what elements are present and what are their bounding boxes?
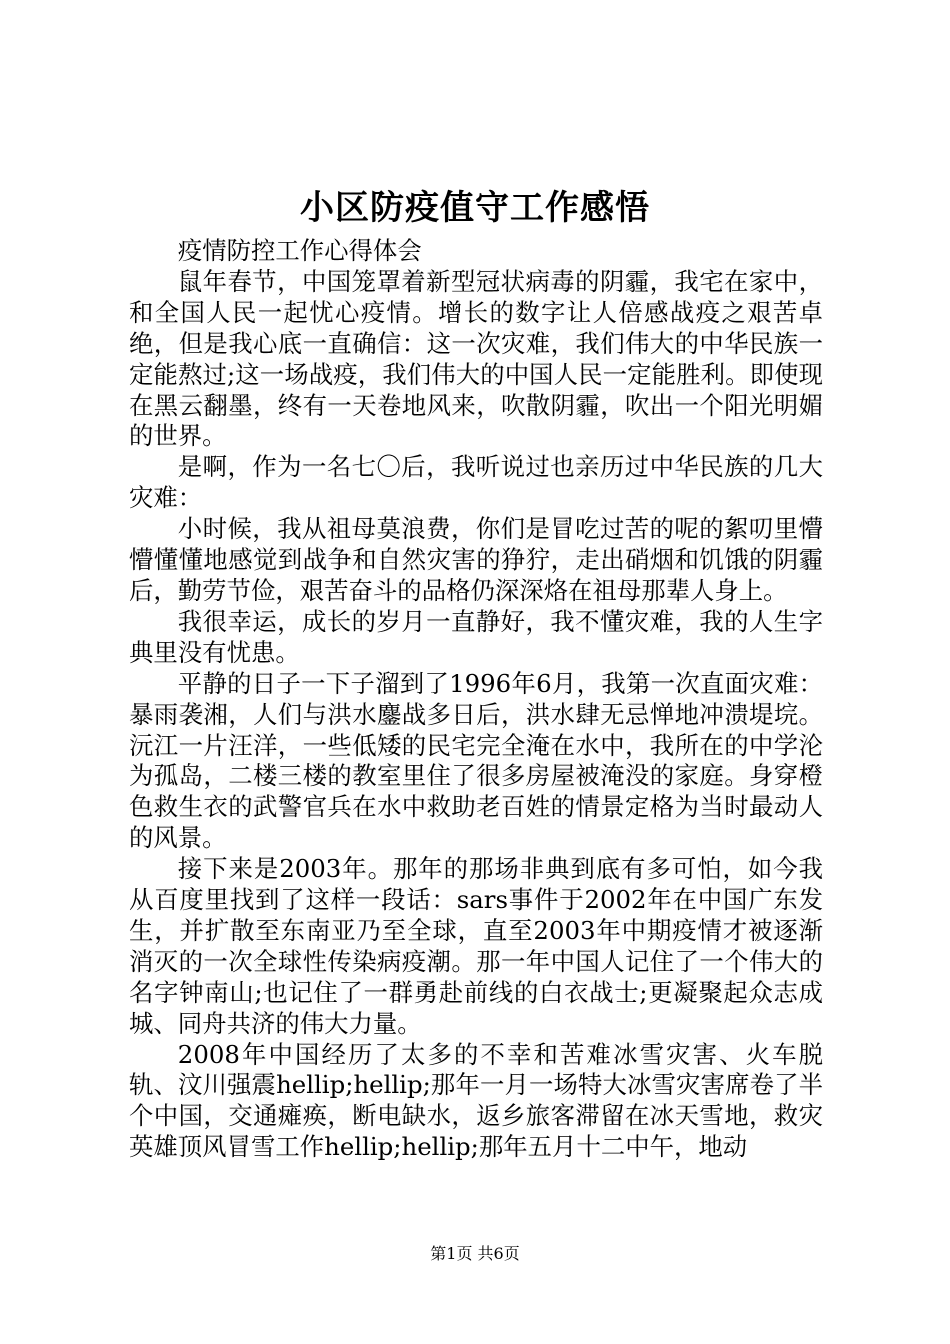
paragraph: 平静的日子一下子溜到了1996年6月，我第一次直面灾难：暴雨袭湘，人们与洪水鏖战多日后，洪水肆无忌惮地冲溃堤垸。沅江一片汪洋，一些低矮的民宅完全淹在水中，我所在的中学沦为孤岛，二楼三楼的教室里住了很多房屋被淹没的家庭。身穿橙色救生衣的武警官兵在水中救助老百姓的情景定格为当时最动人的风景。 [129,668,823,853]
paragraph: 小时候，我从祖母莫浪费，你们是冒吃过苦的呢的絮叨里懵懵懂懂地感觉到战争和自然灾害的狰狞，走出硝烟和饥饿的阴霾后，勤劳节俭，艰苦奋斗的品格仍深深烙在祖母那辈人身上。 [129,514,823,605]
paragraph: 接下来是2003年。那年的那场非典到底有多可怕，如今我从百度里找到了这样一段话：sars事件于2002年在中国广东发生，并扩散至东南亚乃至全球，直至2003年中期疫情才被逐渐消灭的一次全球性传染病疫潮。那一年中国人记住了一个伟大的名字钟南山;也记住了一群勇赴前线的白衣战士;更凝聚起众志成城、同舟共济的伟大力量。 [129,854,823,1038]
paragraph: 鼠年春节，中国笼罩着新型冠状病毒的阴霾，我宅在家中，和全国人民一起忧心疫情。增长的数字让人倍感战疫之艰苦卓绝，但是我心底一直确信：这一次灾难，我们伟大的中华民族一定能熬过;这一场战疫，我们伟大的中国人民一定能胜利。即使现在黑云翻墨，终有一天卷地风来，吹散阴霾，吹出一个阳光明媚的世界。 [129,266,823,451]
page-number-footer: 第1页 共6页 [430,1244,520,1263]
document-title: 小区防疫值守工作感悟 [300,188,650,228]
document-body [129,236,823,1163]
paragraph: 我很幸运，成长的岁月一直静好，我不懂灾难，我的人生字典里没有忧患。 [129,606,823,667]
paragraph: 是啊，作为一名七〇后，我听说过也亲历过中华民族的几大灾难： [129,452,823,513]
paragraph: 疫情防控工作心得体会 [177,236,422,265]
paragraph: 2008年中国经历了太多的不幸和苦难冰雪灾害、火车脱轨、汶川强震hellip;hellip;那年一月一场特大冰雪灾害席卷了半个中国，交通瘫痪，断电缺水，返乡旅客滞留在冰天雪地，救灾英雄顶风冒雪工作hellip;hellip;那年五月十二中午，地动 [129,1039,823,1162]
